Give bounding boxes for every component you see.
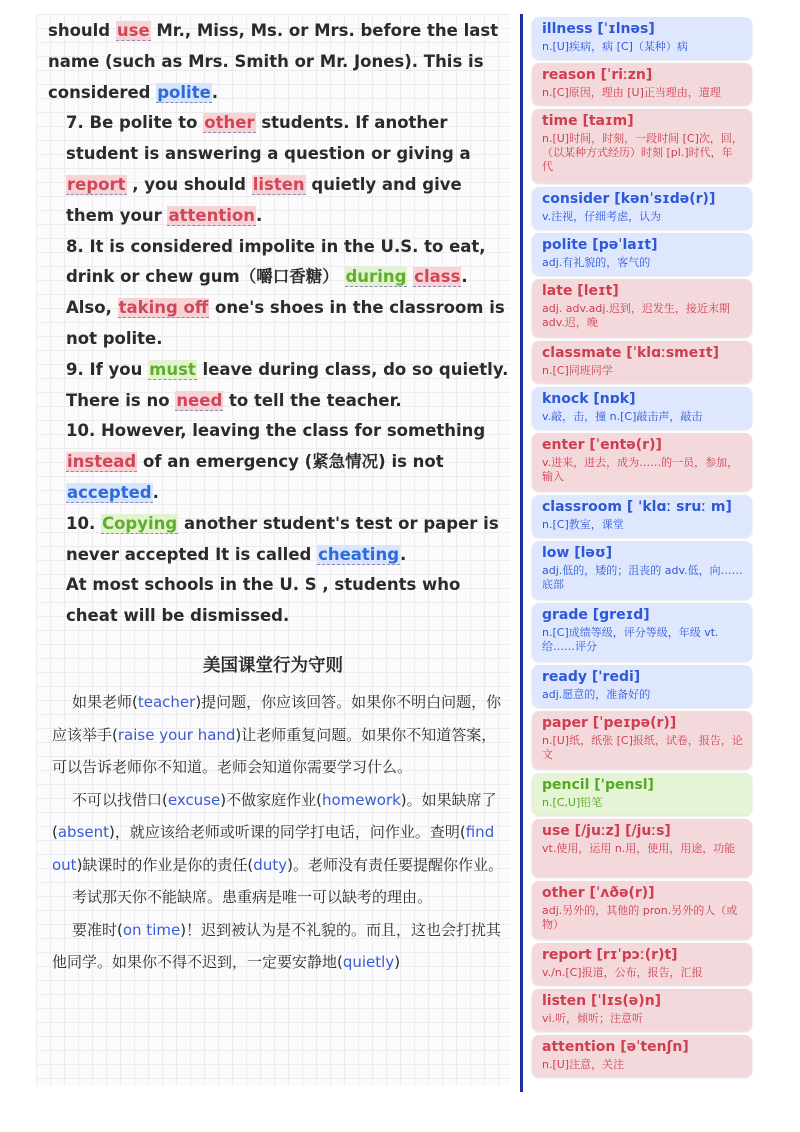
vocab-card[interactable] xyxy=(532,341,752,383)
text: )不做家庭作业( xyxy=(220,790,322,809)
vocab-word: grade [greɪd] xyxy=(542,607,650,623)
text: 9. If you xyxy=(66,359,149,379)
vocab-definition: n.[U]纸，纸张 [C]报纸，试卷，报告，论文 xyxy=(542,734,743,761)
keyword[interactable]: on time xyxy=(122,920,181,939)
highlighted-word[interactable]: taking off xyxy=(118,298,209,318)
text: should xyxy=(48,21,116,40)
vocab-definition: vi.听，倾听；注意听 xyxy=(542,1012,644,1025)
highlighted-word[interactable]: need xyxy=(176,390,223,410)
text: . xyxy=(211,82,219,102)
vocab-card[interactable] xyxy=(532,387,752,429)
vocab-card[interactable] xyxy=(532,1035,752,1077)
vocab-word: knock [nɒk] xyxy=(542,391,636,407)
vocab-definition: adj. adv.adj.迟到，迟发生，接近末期 adv.迟，晚 xyxy=(542,302,730,329)
vocab-card[interactable] xyxy=(532,541,752,599)
vocab-card[interactable] xyxy=(532,943,752,985)
english-paragraph xyxy=(48,355,512,417)
vocab-definition: n.[C,U]铅笔 xyxy=(542,796,603,809)
english-passage xyxy=(48,16,512,632)
english-paragraph xyxy=(48,570,512,632)
highlighted-word[interactable]: accepted xyxy=(67,482,152,502)
keyword[interactable]: absent xyxy=(57,823,110,841)
english-paragraph xyxy=(48,509,512,571)
text: . xyxy=(152,482,159,502)
text: )提问题，你应该回答。如果你不明白问题，你应该举手( xyxy=(52,693,502,744)
vocab-word: classmate [ˈklɑːsmeɪt] xyxy=(542,345,719,361)
vocab-definition: n.[C]教室，课堂 xyxy=(542,518,624,531)
highlighted-word[interactable]: other xyxy=(204,113,255,133)
vocab-definition: adj.愿意的，准备好的 xyxy=(542,688,651,701)
keyword[interactable]: duty xyxy=(253,855,288,874)
vocab-card[interactable] xyxy=(532,17,752,59)
vocab-card[interactable] xyxy=(532,233,752,275)
chinese-paragraph xyxy=(52,686,508,784)
english-paragraph xyxy=(48,232,512,355)
vocab-definition: n.[U]疾病，病 [C]（某种）病 xyxy=(542,40,688,53)
vocab-word: reason [ˈriːzn] xyxy=(542,67,653,83)
text: . xyxy=(255,205,263,225)
chinese-paragraph xyxy=(52,914,508,979)
highlighted-word[interactable]: must xyxy=(149,359,196,379)
vocab-word: listen [ˈlɪs(ə)n] xyxy=(542,993,662,1009)
keyword[interactable]: homework xyxy=(321,790,401,809)
text: , you should xyxy=(126,174,252,194)
english-paragraph xyxy=(48,108,512,231)
keyword[interactable]: quietly xyxy=(342,953,395,971)
keyword[interactable]: find out xyxy=(52,823,495,874)
text: )缺课时的作业是你的责任( xyxy=(76,855,254,874)
vocab-definition: v./n.[C]报道，公布，报告，汇报 xyxy=(542,966,703,979)
english-paragraph xyxy=(48,416,512,508)
vocab-card[interactable] xyxy=(532,187,752,229)
vocab-word: ready ['redi] xyxy=(542,669,641,685)
text: Mr., Miss, Ms. or Mrs. before the last name (such as Mrs. Smith or Mr. Jones). This is considered xyxy=(48,21,499,102)
vocab-word: consider [kənˈsɪdə(r)] xyxy=(542,191,716,207)
vocab-card[interactable] xyxy=(532,495,752,537)
vocab-word: other [ˈʌðə(r)] xyxy=(542,885,655,901)
vocab-definition: v.进来，进去，成为……的一员，参加，输入 xyxy=(542,456,739,483)
text: of an emergency (紧急情况) is not xyxy=(137,452,444,472)
vocab-definition: n.[U]注意，关注 xyxy=(542,1058,625,1071)
text: )。如果缺席了( xyxy=(52,790,497,841)
vocab-word: use [/juːz] [/juːs] xyxy=(542,823,671,839)
highlighted-word[interactable]: use xyxy=(116,21,150,40)
text: ) xyxy=(394,953,401,971)
text: 10. xyxy=(66,513,101,533)
text: . xyxy=(400,544,407,564)
vocab-card[interactable] xyxy=(532,711,752,769)
vocab-definition: n.[C]原因，理由 [U]正当理由，道理 xyxy=(542,86,721,99)
vocab-definition: vt.使用，运用 n.用，使用，用途，功能 xyxy=(542,842,736,855)
highlighted-word[interactable]: report xyxy=(67,174,126,194)
vocab-word: pencil ['pensl] xyxy=(542,777,654,793)
chinese-title: 美国课堂行为守则 xyxy=(203,656,343,676)
vocab-card[interactable] xyxy=(532,989,752,1031)
text: )。老师没有责任要提醒你作业。 xyxy=(287,855,503,874)
text: quietly and give them your xyxy=(66,174,462,225)
vocab-word: illness [ˈɪlnəs] xyxy=(542,21,655,37)
vocab-definition: v.敲，击，撞 n.[C]敲击声，敲击 xyxy=(542,410,703,423)
highlighted-word[interactable]: class xyxy=(414,267,461,287)
chinese-paragraph xyxy=(52,784,508,882)
vocab-card[interactable] xyxy=(532,773,752,815)
text: 考试那天你不能缺席。患重病是唯一可以缺考的理由。 xyxy=(72,888,433,906)
vocab-card[interactable] xyxy=(532,819,752,877)
highlighted-word[interactable]: listen xyxy=(252,174,305,194)
vocab-card[interactable] xyxy=(532,109,752,183)
text: 10. However, leaving the class for something xyxy=(66,421,486,441)
text: 7. Be polite to xyxy=(66,113,204,133)
english-paragraph xyxy=(48,16,512,108)
highlighted-word[interactable]: polite xyxy=(157,82,211,102)
highlighted-word[interactable]: attention xyxy=(168,205,255,225)
vocab-word: late [leɪt] xyxy=(542,283,619,299)
text: another student's test or paper is never accepted It is called xyxy=(66,513,499,564)
text: students. If another student is answering a question or giving a xyxy=(66,113,471,164)
vocab-word: report [rɪˈpɔː(r)t] xyxy=(542,947,678,963)
vocab-card[interactable] xyxy=(532,881,752,939)
vocab-word: low [ləʊ] xyxy=(542,545,613,561)
chinese-passage xyxy=(52,686,508,979)
vocab-definition: n.[C]成绩等级，评分等级，年级 vt.给……评分 xyxy=(542,626,719,653)
vocab-card[interactable] xyxy=(532,63,752,105)
vocab-card[interactable] xyxy=(532,665,752,707)
keyword[interactable]: raise your hand xyxy=(117,725,236,744)
vocab-word: polite [pəˈlaɪt] xyxy=(542,237,658,253)
vocab-definition: n.[U]时间，时刻，一段时间 [C]次，回，（以某种方式经历）时刻 [pl.]时代，年代 xyxy=(542,132,743,173)
text: one's shoes in the classroom is not polite. xyxy=(66,298,505,348)
vocab-card[interactable] xyxy=(532,279,752,337)
text: leave during class, do so quietly. There is no xyxy=(66,359,509,410)
vocab-card[interactable] xyxy=(532,603,752,661)
text: At most schools in the U. S , students who cheat will be dismissed. xyxy=(66,575,461,626)
text: )！迟到被认为是不礼貌的。而且，这也会打扰其他同学。如果你不得不迟到，一定要安静地( xyxy=(52,920,502,971)
text: . Also, xyxy=(66,267,468,318)
vocab-definition: adj.另外的，其他的 pron.另外的人（或物） xyxy=(542,904,738,931)
highlighted-word[interactable]: cheating xyxy=(318,544,400,564)
vocab-word: enter [ˈentə(r)] xyxy=(542,437,662,453)
keyword[interactable]: teacher xyxy=(137,693,196,711)
vocab-card[interactable] xyxy=(532,433,752,491)
text: )，就应该给老师或听课的同学打电话，问作业。查明( xyxy=(109,823,466,841)
vocab-word: classroom [ 'klɑː sruː m] xyxy=(542,499,732,515)
highlighted-word[interactable]: instead xyxy=(67,452,137,472)
column-divider xyxy=(520,14,523,1092)
text: )让老师重复问题。如果你不知道答案，可以告诉老师你不知道。老师会知道你需要学习什么。 xyxy=(52,725,497,776)
highlighted-word[interactable]: Copying xyxy=(101,513,178,533)
vocab-definition: v.注视，仔细考虑，认为 xyxy=(542,210,662,223)
vocab-word: attention [əˈtenʃn] xyxy=(542,1039,689,1055)
highlighted-word[interactable]: during xyxy=(345,267,407,287)
text: to tell the teacher. xyxy=(223,390,402,410)
vocab-definition: adj.有礼貌的，客气的 xyxy=(542,256,651,269)
vocab-word: time [taɪm] xyxy=(542,113,634,129)
text: 要准时( xyxy=(72,920,123,939)
vocab-definition: n.[C]同班同学 xyxy=(542,364,613,377)
vocab-word: paper [ˈpeɪpə(r)] xyxy=(542,715,677,731)
text: 不可以找借口( xyxy=(72,790,168,809)
chinese-paragraph xyxy=(52,881,508,914)
text: 如果老师( xyxy=(72,693,138,711)
text: 8. It is considered impolite in the U.S. to eat, drink or chew gum（嚼口香糖） xyxy=(66,236,486,287)
keyword[interactable]: excuse xyxy=(167,790,221,809)
vocab-definition: adj.低的，矮的；沮丧的 adv.低，向……底部 xyxy=(542,564,743,591)
